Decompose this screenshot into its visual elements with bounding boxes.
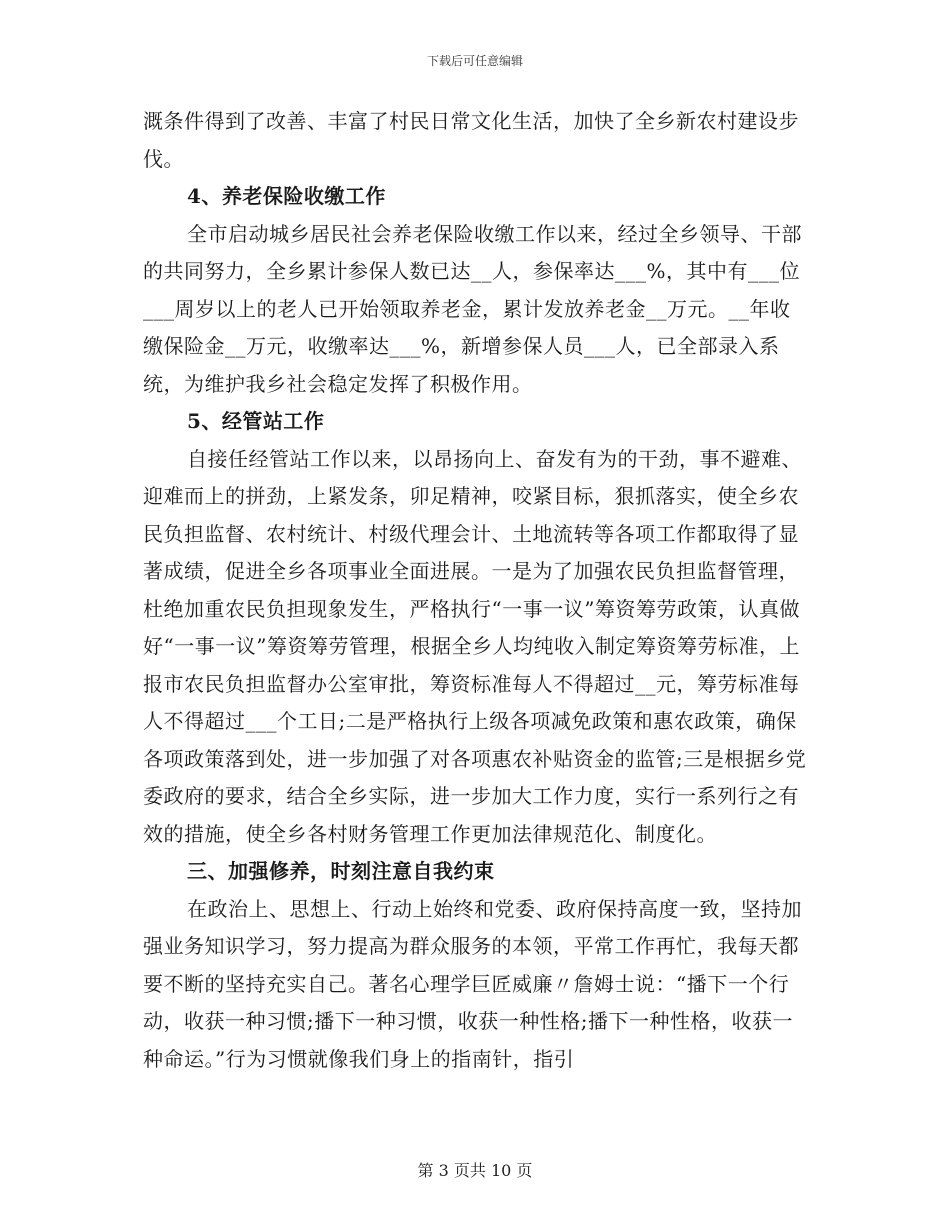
paragraph: 在政治上、思想上、行动上始终和党委、政府保持高度一致，坚持加强业务知识学习，努力提高为群众服务的本领，平常工作再忙，我每天都要不断的坚持充实自己。著名心理学巨匠威廉〃詹姆士说：“播下一个行动，收获一种习惯;播下一种习惯，收获一种性格;播下一种性格，收获一种命运。”行为习惯就像我们身上的指南针，指引 [143, 896, 802, 1071]
section-heading: 5、经管站工作 [187, 409, 325, 433]
section-heading: 4、养老保险收缴工作 [187, 184, 386, 208]
section-heading: 三、加强修养，时刻注意自我约束 [187, 859, 495, 883]
document-body [143, 103, 807, 1078]
page-number: 第 3 页共 10 页 [417, 1161, 533, 1180]
paragraph: 全市启动城乡居民社会养老保险收缴工作以来，经过全乡领导、干部的共同努力，全乡累计参保人数已达__人，参保率达___%，其中有___位___周岁以上的老人已开始领取养老金，累计发放养老金__万元。__年收缴保险金__万元，收缴率达___%，新增参保人员___人，已全部录入系统，为维护我乡社会稳定发挥了积极作用。 [143, 221, 802, 396]
paragraph: 溉条件得到了改善、丰富了村民日常文化生活，加快了全乡新农村建设步伐。 [143, 109, 799, 171]
paragraph: 自接任经管站工作以来，以昂扬向上、奋发有为的干劲，事不避难、迎难而上的拼劲，上紧发条，卯足精神，咬紧目标，狠抓落实，使全乡农民负担监督、农村统计、村级代理会计、土地流转等各项工作都取得了显著成绩，促进全乡各项事业全面进展。一是为了加强农民负担监督管理，杜绝加重农民负担现象发生，严格执行“一事一议”筹资筹劳政策，认真做好“一事一议”筹资筹劳管理，根据全乡人均纯收入制定筹资筹劳标准，上报市农民负担监督办公室审批，筹资标准每人不得超过__元，筹劳标准每人不得超过___个工日;二是严格执行上级各项减免政策和惠农政策，确保各项政策落到处，进一步加强了对各项惠农补贴资金的监管;三是根据乡党委政府的要求，结合全乡实际，进一步加大工作力度，实行一系列行之有效的措施，使全乡各村财务管理工作更加法律规范化、制度化。 [143, 446, 807, 846]
page-header: 下载后可任意编辑 [426, 54, 523, 68]
